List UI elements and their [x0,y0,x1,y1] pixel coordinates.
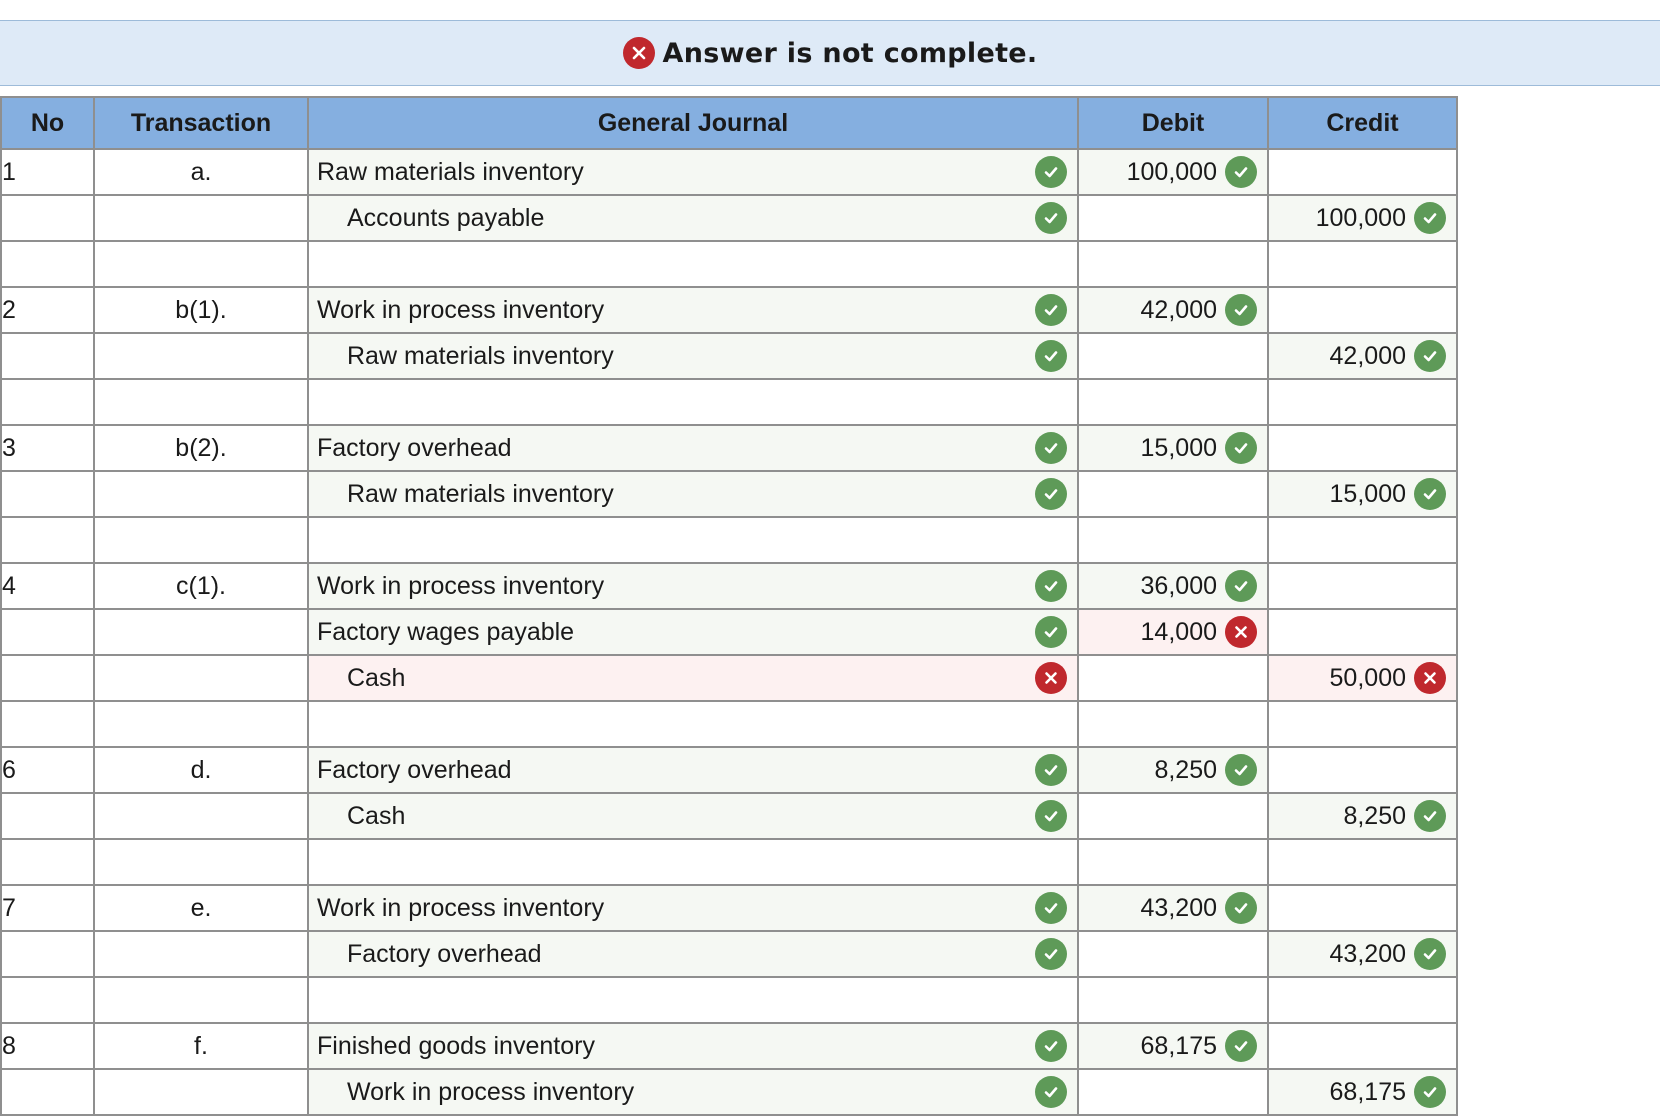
no-cell: 6 [1,747,94,793]
debit-cell[interactable] [1078,471,1268,517]
header-general-journal: General Journal [308,97,1078,149]
no-cell [1,471,94,517]
credit-cell[interactable] [1268,241,1457,287]
header-spacer [1457,97,1542,149]
row-spacer [1457,793,1542,839]
row-spacer [1457,287,1542,333]
header-row [1,97,1542,149]
no-cell [1,333,94,379]
debit-amount-wrap [1079,748,1267,792]
transaction-cell [94,471,308,517]
no-cell [1,931,94,977]
credit-cell[interactable] [1268,471,1457,517]
debit-amount-wrap [1079,886,1267,930]
credit-amount-wrap [1269,794,1456,838]
transaction-cell [94,609,308,655]
credit-cell[interactable] [1268,425,1457,471]
no-cell [1,655,94,701]
debit-amount: 15,000 [1140,433,1217,462]
account-cell[interactable] [308,1023,1078,1069]
no-cell [1,379,94,425]
correct-check-icon [1035,570,1067,602]
account-wrap [309,794,1077,838]
credit-amount: 100,000 [1315,203,1406,232]
table-row [1,655,1542,701]
transaction-cell: a. [94,149,308,195]
credit-amount-wrap [1269,472,1456,516]
credit-amount: 50,000 [1329,663,1406,692]
banner-message: Answer is not complete. [662,37,1038,69]
transaction-cell [94,517,308,563]
account-wrap [309,150,1077,194]
debit-cell[interactable] [1078,931,1268,977]
blank-row [1,701,1542,747]
credit-cell[interactable] [1268,701,1457,747]
correct-check-icon [1035,800,1067,832]
account-wrap [309,1070,1077,1114]
general-journal-table [0,96,1543,1116]
no-cell [1,1069,94,1115]
incorrect-icon [623,37,655,69]
no-cell [1,195,94,241]
table-row [1,195,1542,241]
credit-cell[interactable] [1268,977,1457,1023]
account-cell[interactable] [308,563,1078,609]
row-spacer [1457,195,1542,241]
transaction-cell: c(1). [94,563,308,609]
correct-check-icon [1225,892,1257,924]
account-wrap [309,472,1077,516]
account-name: Finished goods inventory [317,1031,595,1060]
account-cell[interactable] [308,149,1078,195]
row-spacer [1457,931,1542,977]
no-cell [1,701,94,747]
correct-check-icon [1035,478,1067,510]
transaction-cell [94,701,308,747]
credit-cell[interactable] [1268,379,1457,425]
incorrect-x-icon [1225,616,1257,648]
credit-cell[interactable] [1268,655,1457,701]
credit-cell[interactable] [1268,839,1457,885]
account-cell[interactable] [308,931,1078,977]
row-spacer [1457,471,1542,517]
debit-amount: 36,000 [1140,571,1217,600]
account-cell[interactable] [308,747,1078,793]
debit-cell[interactable] [1078,747,1268,793]
account-wrap [309,656,1077,700]
account-name: Accounts payable [347,203,545,232]
credit-cell[interactable] [1268,149,1457,195]
transaction-cell [94,655,308,701]
answer-status-banner [0,20,1660,86]
blank-row [1,977,1542,1023]
correct-check-icon [1035,432,1067,464]
account-cell[interactable] [308,425,1078,471]
debit-cell[interactable] [1078,655,1268,701]
blank-row [1,839,1542,885]
account-name: Raw materials inventory [347,341,614,370]
credit-cell[interactable] [1268,1023,1457,1069]
correct-check-icon [1414,202,1446,234]
correct-check-icon [1414,478,1446,510]
account-cell[interactable] [308,839,1078,885]
table-row [1,793,1542,839]
account-cell[interactable] [308,333,1078,379]
credit-cell[interactable] [1268,287,1457,333]
debit-cell[interactable] [1078,701,1268,747]
row-spacer [1457,563,1542,609]
header-no: No [1,97,94,149]
account-wrap [309,610,1077,654]
header-debit: Debit [1078,97,1268,149]
blank-row [1,379,1542,425]
account-wrap [309,932,1077,976]
row-spacer [1457,701,1542,747]
account-cell[interactable] [308,609,1078,655]
correct-check-icon [1035,202,1067,234]
correct-check-icon [1035,156,1067,188]
debit-cell[interactable] [1078,149,1268,195]
debit-cell[interactable] [1078,379,1268,425]
table-row [1,471,1542,517]
no-cell [1,517,94,563]
row-spacer [1457,1023,1542,1069]
account-name: Work in process inventory [317,295,605,324]
no-cell [1,839,94,885]
correct-check-icon [1035,754,1067,786]
account-wrap [309,334,1077,378]
credit-cell[interactable] [1268,563,1457,609]
account-wrap [309,426,1077,470]
correct-check-icon [1035,340,1067,372]
transaction-cell [94,793,308,839]
debit-cell[interactable] [1078,241,1268,287]
credit-amount: 42,000 [1329,341,1406,370]
table-row [1,931,1542,977]
row-spacer [1457,379,1542,425]
debit-amount-wrap [1079,426,1267,470]
debit-cell[interactable] [1078,839,1268,885]
account-name: Cash [347,801,406,830]
row-spacer [1457,425,1542,471]
account-wrap [309,196,1077,240]
debit-amount-wrap [1079,1024,1267,1068]
correct-check-icon [1225,570,1257,602]
debit-cell[interactable] [1078,287,1268,333]
credit-cell[interactable] [1268,931,1457,977]
debit-amount-wrap [1079,564,1267,608]
account-name: Factory overhead [317,433,512,462]
table-row [1,885,1542,931]
account-cell[interactable] [308,471,1078,517]
account-wrap [309,886,1077,930]
credit-cell[interactable] [1268,885,1457,931]
no-cell: 7 [1,885,94,931]
header-credit: Credit [1268,97,1457,149]
debit-cell[interactable] [1078,1069,1268,1115]
account-wrap [309,748,1077,792]
account-name: Raw materials inventory [347,479,614,508]
no-cell: 3 [1,425,94,471]
account-name: Factory overhead [347,939,542,968]
correct-check-icon [1225,294,1257,326]
no-cell: 2 [1,287,94,333]
account-name: Factory wages payable [317,617,575,646]
debit-cell[interactable] [1078,1023,1268,1069]
account-cell[interactable] [308,287,1078,333]
account-cell[interactable] [308,195,1078,241]
account-cell[interactable] [308,885,1078,931]
account-wrap [309,288,1077,332]
credit-amount-wrap [1269,1070,1456,1114]
credit-amount: 43,200 [1329,939,1406,968]
no-cell: 1 [1,149,94,195]
row-spacer [1457,149,1542,195]
account-wrap [309,564,1077,608]
row-spacer [1457,517,1542,563]
table-row [1,609,1542,655]
correct-check-icon [1225,754,1257,786]
table-row [1,1023,1542,1069]
debit-amount: 43,200 [1140,893,1217,922]
blank-row [1,517,1542,563]
journal-body [1,149,1542,1115]
transaction-cell [94,379,308,425]
transaction-cell: b(1). [94,287,308,333]
debit-amount: 8,250 [1154,755,1217,784]
correct-check-icon [1035,1076,1067,1108]
correct-check-icon [1035,938,1067,970]
row-spacer [1457,1069,1542,1115]
credit-cell[interactable] [1268,333,1457,379]
credit-cell[interactable] [1268,1069,1457,1115]
incorrect-x-icon [1414,662,1446,694]
credit-amount: 68,175 [1329,1077,1406,1106]
account-cell[interactable] [308,379,1078,425]
transaction-cell: e. [94,885,308,931]
transaction-cell [94,977,308,1023]
no-cell [1,977,94,1023]
credit-amount: 8,250 [1343,801,1406,830]
table-row [1,1069,1542,1115]
debit-cell[interactable] [1078,563,1268,609]
transaction-cell [94,333,308,379]
correct-check-icon [1035,616,1067,648]
correct-check-icon [1414,938,1446,970]
correct-check-icon [1414,1076,1446,1108]
transaction-cell [94,195,308,241]
transaction-cell: d. [94,747,308,793]
account-name: Work in process inventory [347,1077,635,1106]
debit-amount-wrap [1079,150,1267,194]
transaction-cell [94,241,308,287]
account-cell[interactable] [308,1069,1078,1115]
account-cell[interactable] [308,655,1078,701]
correct-check-icon [1414,800,1446,832]
account-cell[interactable] [308,241,1078,287]
table-row [1,563,1542,609]
incorrect-x-icon [1035,662,1067,694]
debit-cell[interactable] [1078,333,1268,379]
correct-check-icon [1414,340,1446,372]
account-cell[interactable] [308,793,1078,839]
debit-amount-wrap [1079,610,1267,654]
no-cell: 8 [1,1023,94,1069]
credit-cell[interactable] [1268,609,1457,655]
no-cell [1,609,94,655]
table-row [1,287,1542,333]
correct-check-icon [1225,432,1257,464]
no-cell [1,793,94,839]
account-wrap [309,1024,1077,1068]
credit-cell[interactable] [1268,793,1457,839]
correct-check-icon [1035,294,1067,326]
transaction-cell: f. [94,1023,308,1069]
account-name: Work in process inventory [317,893,605,922]
credit-amount-wrap [1269,334,1456,378]
account-name: Cash [347,663,406,692]
table-row [1,425,1542,471]
credit-amount: 15,000 [1329,479,1406,508]
credit-amount-wrap [1269,932,1456,976]
credit-cell[interactable] [1268,195,1457,241]
account-cell[interactable] [308,517,1078,563]
row-spacer [1457,885,1542,931]
correct-check-icon [1035,1030,1067,1062]
row-spacer [1457,333,1542,379]
table-row [1,333,1542,379]
no-cell [1,241,94,287]
debit-cell[interactable] [1078,977,1268,1023]
account-name: Factory overhead [317,755,512,784]
correct-check-icon [1225,156,1257,188]
correct-check-icon [1225,1030,1257,1062]
table-row [1,747,1542,793]
transaction-cell [94,931,308,977]
debit-amount: 14,000 [1140,617,1217,646]
debit-amount: 100,000 [1126,157,1217,186]
debit-amount-wrap [1079,288,1267,332]
transaction-cell [94,839,308,885]
credit-amount-wrap [1269,196,1456,240]
credit-cell[interactable] [1268,747,1457,793]
row-spacer [1457,747,1542,793]
transaction-cell: b(2). [94,425,308,471]
no-cell: 4 [1,563,94,609]
row-spacer [1457,609,1542,655]
debit-cell[interactable] [1078,425,1268,471]
banner-content [623,37,1038,69]
account-name: Raw materials inventory [317,157,584,186]
debit-amount: 68,175 [1140,1031,1217,1060]
debit-cell[interactable] [1078,885,1268,931]
transaction-cell [94,1069,308,1115]
credit-amount-wrap [1269,656,1456,700]
header-transaction: Transaction [94,97,308,149]
row-spacer [1457,241,1542,287]
account-cell[interactable] [308,977,1078,1023]
table-row [1,149,1542,195]
debit-cell[interactable] [1078,517,1268,563]
correct-check-icon [1035,892,1067,924]
account-name: Work in process inventory [317,571,605,600]
blank-row [1,241,1542,287]
row-spacer [1457,977,1542,1023]
credit-cell[interactable] [1268,517,1457,563]
account-cell[interactable] [308,701,1078,747]
debit-cell[interactable] [1078,793,1268,839]
debit-cell[interactable] [1078,195,1268,241]
row-spacer [1457,655,1542,701]
row-spacer [1457,839,1542,885]
debit-amount: 42,000 [1140,295,1217,324]
debit-cell[interactable] [1078,609,1268,655]
